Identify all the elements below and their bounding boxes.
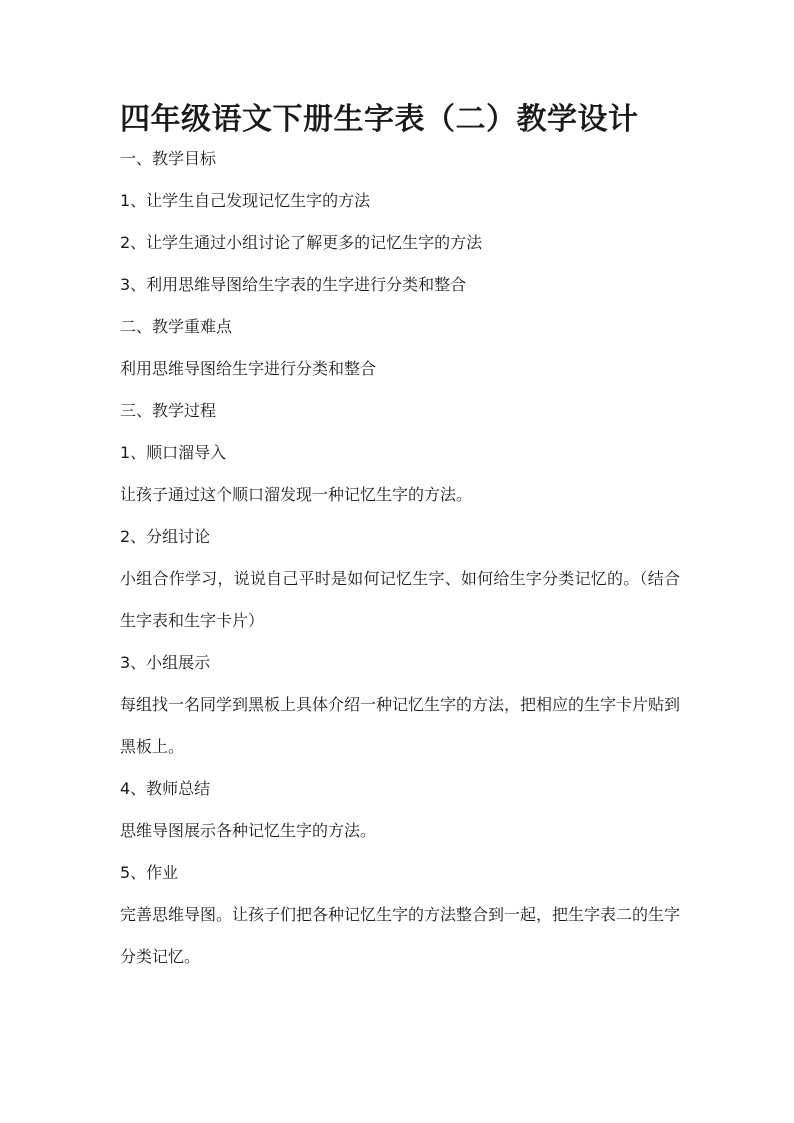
step-1-heading: 1、顺口溜导入 <box>120 443 227 462</box>
objective-item-1: 1、让学生自己发现记忆生字的方法 <box>120 191 371 210</box>
step-4-text: 思维导图展示各种记忆生字的方法。 <box>120 821 377 840</box>
step-5-text: 完善思维导图。让孩子们把各种记忆生字的方法整合到一起，把生字表二的生字分类记忆。 <box>120 905 681 966</box>
objective-item-2: 2、让学生通过小组讨论了解更多的记忆生字的方法 <box>120 233 483 252</box>
step-3-text: 每组找一名同学到黑板上具体介绍一种记忆生字的方法，把相应的生字卡片贴到黑板上。 <box>120 695 681 756</box>
step-2-text: 小组合作学习，说说自己平时是如何记忆生字、如何给生字分类记忆的。（结合生字表和生字卡片） <box>120 569 680 630</box>
document-title: 四年级语文下册生字表（二）教学设计 <box>120 102 639 137</box>
step-3-heading: 3、小组展示 <box>120 653 211 672</box>
section-heading-process: 三、教学过程 <box>120 401 217 420</box>
step-2-heading: 2、分组讨论 <box>120 527 211 546</box>
step-4-heading: 4、教师总结 <box>120 779 211 798</box>
step-5-heading: 5、作业 <box>120 863 179 882</box>
key-points-text: 利用思维导图给生字进行分类和整合 <box>120 359 377 378</box>
objective-item-3: 3、利用思维导图给生字表的生字进行分类和整合 <box>120 275 467 294</box>
step-1-text: 让孩子通过这个顺口溜发现一种记忆生字的方法。 <box>120 485 473 504</box>
section-heading-key-points: 二、教学重难点 <box>120 317 233 336</box>
section-heading-objectives: 一、教学目标 <box>120 149 217 168</box>
